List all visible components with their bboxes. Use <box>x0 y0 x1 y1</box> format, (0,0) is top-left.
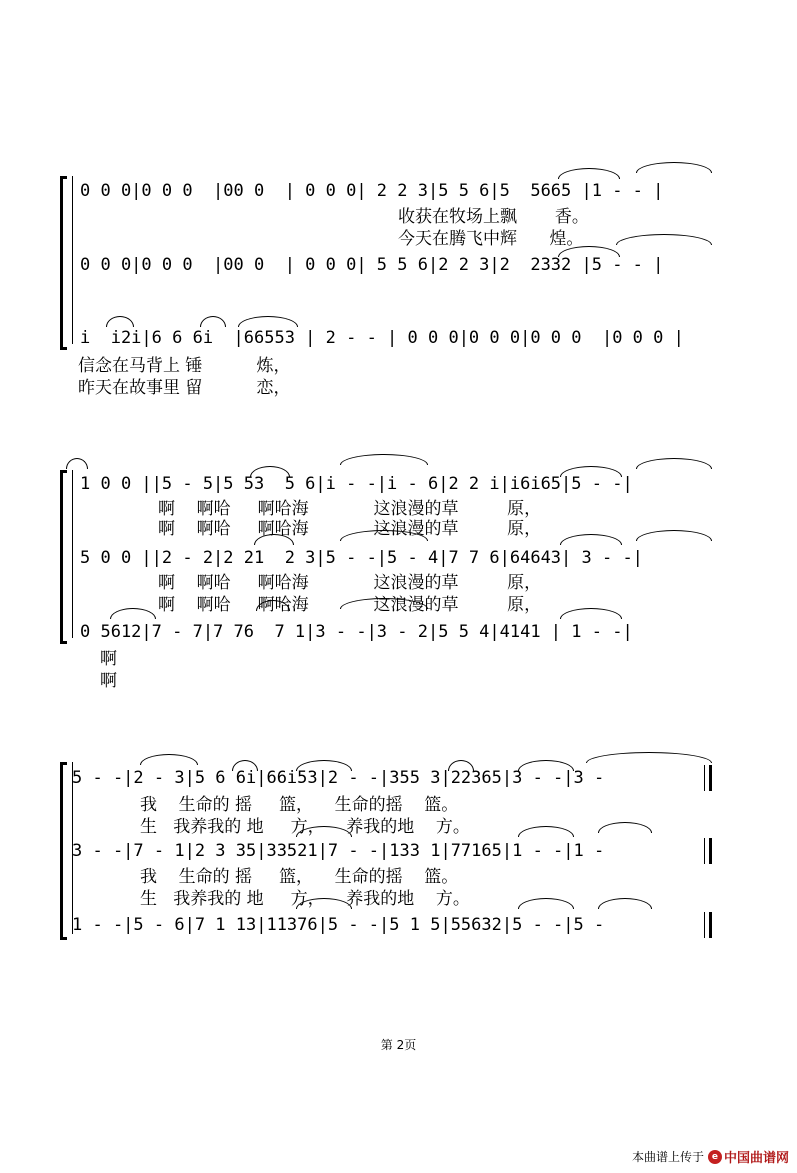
slur <box>586 752 712 763</box>
lyric-line: 啊 啊哈 啊哈海 这浪漫的草 原， <box>158 595 542 615</box>
voice-1-notes: 0 0 0|0 0 0 |00 0 | 0 0 0| 2 2 3|5 5 6|5 5665 |1 - - | <box>80 181 664 201</box>
voice-3-notes: 0 5612|7 - 7|7 76 7 1|3 - -|3 - 2|5 5 4|4141 | 1 - -| <box>80 622 633 642</box>
lyric-line: 啊 <box>100 649 117 669</box>
slur <box>636 530 712 541</box>
slur <box>110 608 156 619</box>
slur <box>340 454 428 465</box>
system-line <box>72 470 73 638</box>
slur <box>518 898 574 909</box>
final-barline <box>704 912 712 938</box>
slur <box>616 234 712 245</box>
voice-3-notes: 1 - -|5 - 6|7 1 13|11376|5 - -|5 1 5|55632|5 - -|5 - <box>72 915 605 935</box>
upload-credit <box>632 1147 789 1166</box>
voice-1-notes: 1 0 0 ||5 - 5|5 53 5 6|i - -|i - 6|2 2 i|i6i65|5 - -| <box>80 474 633 494</box>
slur <box>636 162 712 173</box>
lyric-line: 啊 啊哈 啊哈海 这浪漫的草 原， <box>158 519 542 539</box>
lyric-line: 我 生命的 摇 篮， 生命的摇 篮。 <box>140 867 459 887</box>
lyric-line: 啊 啊哈 啊哈海 这浪漫的草 原， <box>158 499 542 519</box>
lyric-line: 信念在马背上 锤 炼， <box>78 356 291 376</box>
lyric-line: 昨天在故事里 留 恋， <box>78 378 291 398</box>
site-logo[interactable] <box>708 1147 789 1166</box>
voice-3-notes: i i2i|6 6 6i |66553 | 2 - - | 0 0 0|0 0 0|0 0 0 |0 0 0 | <box>80 328 684 348</box>
slur <box>598 898 652 909</box>
slur <box>598 822 652 833</box>
slur <box>518 826 574 837</box>
system-brace <box>60 762 67 940</box>
system-line <box>72 176 73 344</box>
voice-1-notes: 5 - -|2 - 3|5 6 6i|66i53|2 - -|355 3|22365|3 - -|3 - <box>72 768 605 788</box>
final-barline <box>704 765 712 791</box>
lyric-line: 今天在腾飞中辉 煌。 <box>398 229 584 249</box>
credit-text: 本曲谱上传于 <box>631 1150 704 1164</box>
lyric-line: 啊 啊哈 啊哈海 这浪漫的草 原， <box>158 573 542 593</box>
slur <box>66 458 88 469</box>
voice-2-notes: 3 - -|7 - 1|2 3 35|33521|7 - -|133 1|77165|1 - -|1 - <box>72 841 605 861</box>
lyric-line: 生 我养我的 地 方， 养我的地 方。 <box>140 817 470 837</box>
slur <box>560 608 622 619</box>
final-barline <box>704 838 712 864</box>
site-logo-text: 中国曲谱网 <box>723 1151 789 1166</box>
slur <box>636 458 712 469</box>
lyric-line: 我 生命的 摇 篮， 生命的摇 篮。 <box>140 795 459 815</box>
slur <box>560 534 622 545</box>
system-brace <box>60 176 67 350</box>
slur <box>140 754 198 765</box>
page-number: 第 2页 <box>380 1038 417 1052</box>
lyric-line: 收获在牧场上飘 香。 <box>398 207 589 227</box>
lyric-line: 生 我养我的 地 方， 养我的地 方。 <box>140 889 470 909</box>
system-brace <box>60 470 67 644</box>
voice-2-notes: 5 0 0 ||2 - 2|2 21 2 3|5 - -|5 - 4|7 7 6|64643| 3 - -| <box>80 548 643 568</box>
voice-2-notes: 0 0 0|0 0 0 |00 0 | 0 0 0| 5 5 6|2 2 3|2 2332 |5 - - | <box>80 255 664 275</box>
site-logo-icon: e <box>708 1150 722 1164</box>
lyric-line: 啊 <box>100 671 117 691</box>
